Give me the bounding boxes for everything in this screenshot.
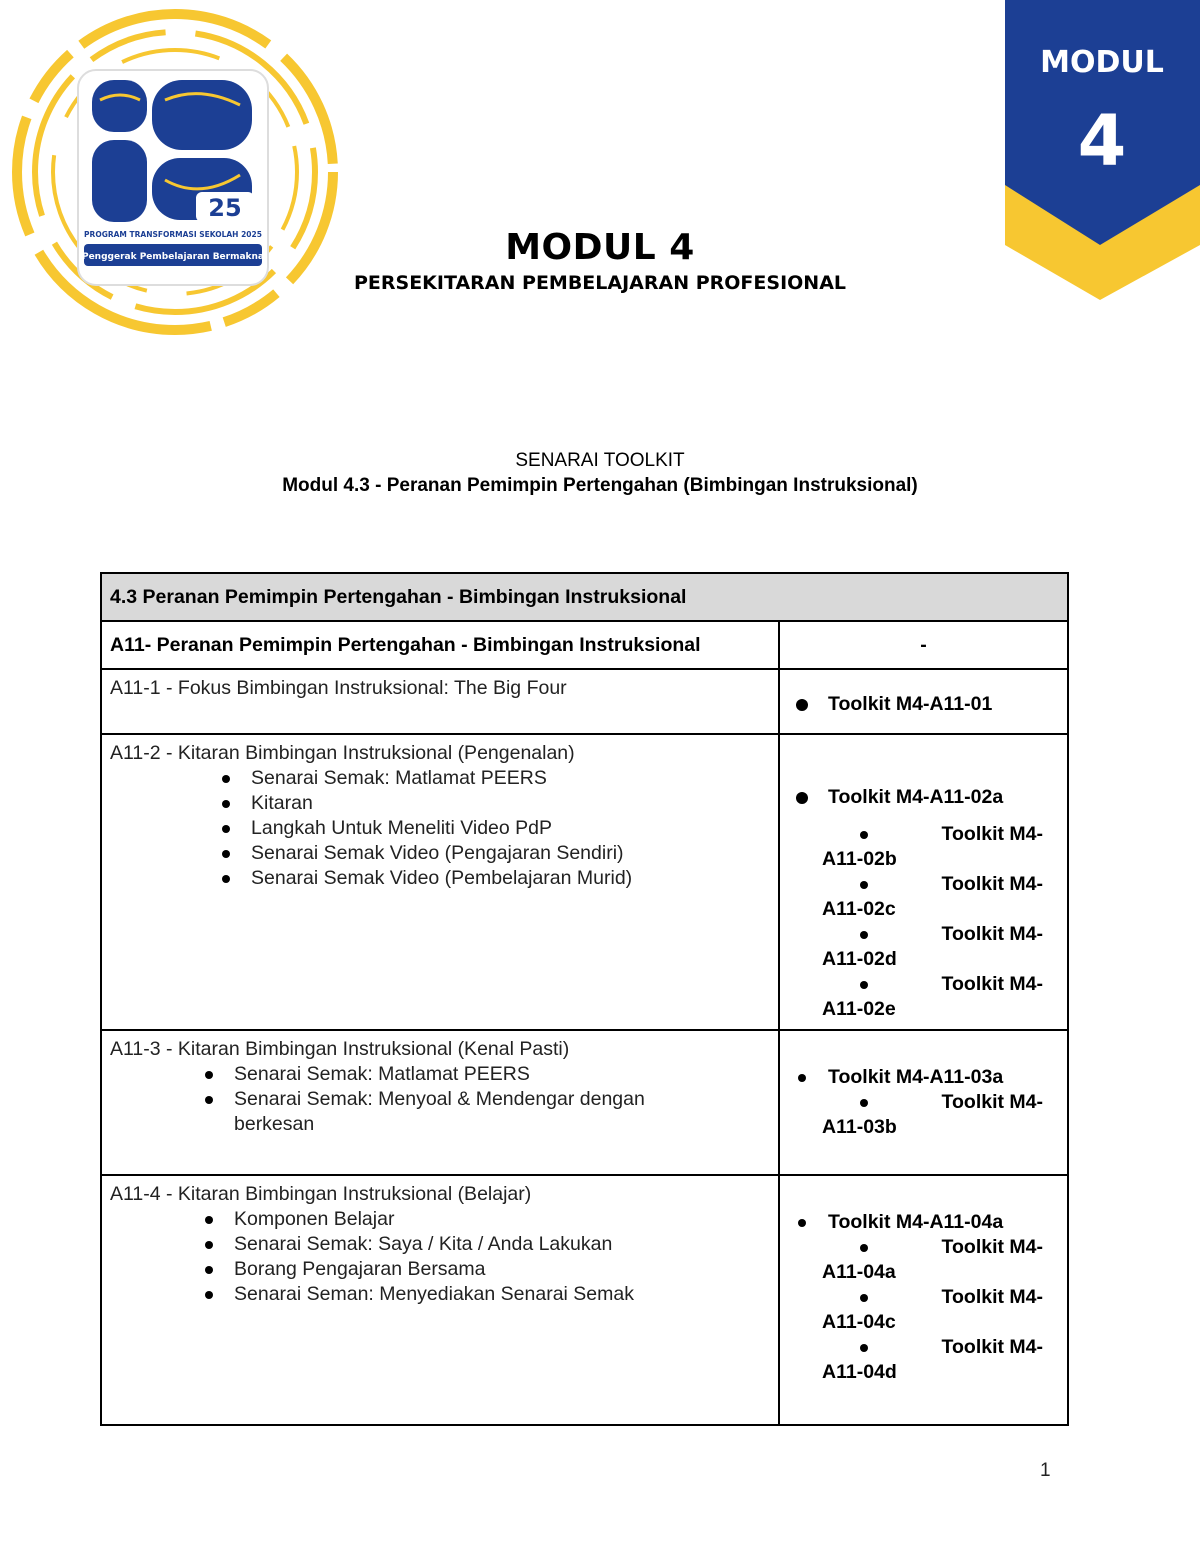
activity-items bbox=[110, 1062, 770, 1137]
toolkit-sub: Toolkit M4- A11-02b bbox=[822, 823, 1043, 870]
list-item: Komponen Belajar bbox=[110, 1207, 770, 1232]
section-title: 4.3 Peranan Pemimpin Pertengahan - Bimbingan Instruksional bbox=[101, 573, 1068, 621]
toolkit-main: Toolkit M4-A11-02a bbox=[788, 785, 1059, 810]
activity-title: A11-4 - Kitaran Bimbingan Instruksional (Belajar) bbox=[110, 1183, 532, 1205]
logo-tagline: Penggerak Pembelajaran Bermakna bbox=[81, 252, 265, 262]
page-number: 1 bbox=[1040, 1460, 1051, 1481]
toolkit-table bbox=[100, 572, 1069, 1426]
logo-program-text: PROGRAM TRANSFORMASI SEKOLAH 2025 bbox=[84, 230, 262, 239]
toolkit-sub: Toolkit M4- A11-04c bbox=[822, 1286, 1043, 1333]
activity-title: A11-2 - Kitaran Bimbingan Instruksional (Pengenalan) bbox=[110, 742, 575, 764]
toolkit-sub: Toolkit M4- A11-02e bbox=[822, 973, 1043, 1020]
table-row bbox=[101, 734, 1068, 1030]
list-item: Senarai Seman: Menyediakan Senarai Semak bbox=[110, 1282, 770, 1307]
logo-number: 25 bbox=[208, 194, 242, 222]
modul-badge bbox=[1000, 0, 1200, 300]
list-item: Senarai Semak Video (Pengajaran Sendiri) bbox=[110, 841, 770, 866]
toolkit-heading bbox=[100, 448, 1100, 498]
page-title: MODUL 4 bbox=[505, 227, 695, 268]
toolkit-sub: Toolkit M4- A11-02d bbox=[822, 923, 1043, 970]
subheader-right: - bbox=[779, 621, 1068, 669]
table-row bbox=[101, 669, 1068, 734]
list-item: Borang Pengajaran Bersama bbox=[110, 1257, 770, 1282]
toolkit-main: Toolkit M4-A11-03a bbox=[788, 1065, 1059, 1090]
toolkit-main: Toolkit M4-A11-04a bbox=[788, 1210, 1059, 1235]
activity-items bbox=[110, 1207, 770, 1307]
list-item: Langkah Untuk Meneliti Video PdP bbox=[110, 816, 770, 841]
list-item: Senarai Semak: Menyoal & Mendengar dengan berkesan bbox=[110, 1087, 770, 1137]
table-section-row bbox=[101, 573, 1068, 621]
list-item: Kitaran bbox=[110, 791, 770, 816]
table-row bbox=[101, 1030, 1068, 1175]
toolkit-sub: Toolkit M4- A11-03b bbox=[822, 1091, 1043, 1138]
badge-number: 4 bbox=[1077, 100, 1127, 182]
badge-label: MODUL bbox=[1040, 45, 1164, 80]
table-row bbox=[101, 1175, 1068, 1425]
toolkit-heading-line1: SENARAI TOOLKIT bbox=[515, 450, 685, 471]
activity-items bbox=[110, 766, 770, 891]
list-item: Senarai Semak Video (Pembelajaran Murid) bbox=[110, 866, 770, 891]
activity-title: A11-3 - Kitaran Bimbingan Instruksional (Kenal Pasti) bbox=[110, 1038, 570, 1060]
list-item: Senarai Semak: Saya / Kita / Anda Lakukan bbox=[110, 1232, 770, 1257]
subheader-title: A11- Peranan Pemimpin Pertengahan - Bimbingan Instruksional bbox=[101, 621, 779, 669]
list-item: Senarai Semak: Matlamat PEERS bbox=[110, 766, 770, 791]
list-item: Senarai Semak: Matlamat PEERS bbox=[110, 1062, 770, 1087]
toolkit-heading-line2: Modul 4.3 - Peranan Pemimpin Pertengahan (Bimbingan Instruksional) bbox=[282, 475, 918, 496]
toolkit-sub: Toolkit M4- A11-04a bbox=[822, 1236, 1043, 1283]
page-subtitle: PERSEKITARAN PEMBELAJARAN PROFESIONAL bbox=[353, 272, 847, 294]
table-subheader-row bbox=[101, 621, 1068, 669]
activity-title: A11-1 - Fokus Bimbingan Instruksional: The Big Four bbox=[110, 677, 567, 699]
toolkit-sub: Toolkit M4- A11-02c bbox=[822, 873, 1043, 920]
toolkit-sub: Toolkit M4- A11-04d bbox=[822, 1336, 1043, 1383]
toolkit-main: Toolkit M4-A11-01 bbox=[788, 692, 1059, 717]
